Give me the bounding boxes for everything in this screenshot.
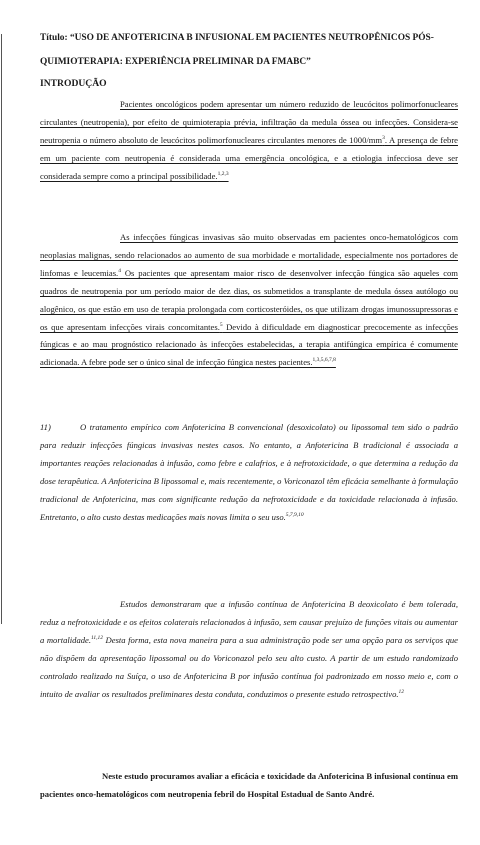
paragraph-3 — [40, 419, 458, 526]
paragraph-1-text: Pacientes oncológicos podem apresentar um número reduzido de leucócitos polimorfonucleares circulantes (neutropenia), por efeito de quimioterapia prévia, infiltração da medula óssea ou infecções. Considera-se neutropenia o número absoluto de leucócitos polimorfonucleares circulantes menores de 1000/mm — [40, 99, 458, 145]
paragraph-2 — [40, 229, 458, 372]
paragraph-4-text-2: Desta forma, esta nova maneira para a sua administração pode ser uma opção para os serviços que não dispõem da apresentação lipossomal ou do Voriconazol pelo seu alto custo. A partir de um estudo randomizado controlado realizado na Suíça, o uso de Anfotericina B por infusão contínua foi padronizado em nosso meio e, com o intuito de avaliar os resultados preliminares desta conduta, conduzimos o presente estudo retrospectivo. — [40, 634, 459, 699]
paragraph-2-text-3: Devido à dificuldade em diagnosticar precocemente as infecções fúngicas e ao mau prognóstico relacionado às infecções estabelecidas, a terapia antifúngica empírica é comumente adicionada. A febre pode ser o único sinal de infecção fúngica nestes pacientes. — [40, 321, 458, 368]
citation: 3 — [382, 134, 385, 141]
paragraph-2-text-2: Os pacientes que apresentam maior risco de desenvolver infecção fúngica são aqueles com quadros de neutropenia por um período maior de dez dias, os submetidos a transplante de medula óssea autólogo ou alogênico, os que estão em uso de terapia prolongada com corticosteróides, os que utilizam drogas imunossupressoras e os que apresentam infecções virais concomitantes. — [40, 267, 458, 332]
citation: 1,2,3 — [217, 170, 229, 177]
section-heading: INTRODUÇÃO — [40, 78, 107, 89]
margin-rule — [1, 34, 2, 624]
citation: 11,12 — [91, 634, 103, 641]
citation: 1,3,5,6,7,8 — [312, 357, 336, 364]
paragraph-5-text: Neste estudo procuramos avaliar a eficácia e toxicidade da Anfotericina B infusional contínua em pacientes onco-hematológicos com neutropenia febril do Hospital Estadual de Santo André. — [40, 771, 458, 799]
paragraph-2-text: As infecções fúngicas invasivas são muito observadas em pacientes onco-hematológicos com neoplasias malignas, sendo relacionados ao aumento de sua morbidade e mortalidade, especialmente nos portadores de linfomas e leucemias. — [40, 232, 458, 278]
citation: 4 — [118, 267, 121, 274]
document-title: Título: “USO DE ANFOTERICINA B INFUSIONAL EM PACIENTES NEUTROPÊNICOS PÓS- QUIMIOTERAPIA: EXPERIÊNCIA PRELIMINAR DA FMABC” — [40, 33, 434, 67]
paragraph-3-text: O tratamento empírico com Anfotericina B convencional (desoxicolato) ou lipossomal tem sido o padrão para reduzir infecções fúngicas invasivas nestes casos. No entanto, a Anfotericina B tradicional é associada a importantes reações relacionadas à infusão, como febre e calafrios, e à nefrotoxicidade, o que determina a redução da dose terapêutica. A Anfotericina B lipossomal e, mais recentemente, o Voriconazol têm eficácia semelhante à formulação tradicional de Anfotericina, mas com significante redução da nefrotoxicidade e da toxicidade relacionada à infusão. Entretanto, o alto custo destas medicações mais novas limita o seu uso. — [40, 422, 458, 522]
item-number: 11) — [40, 422, 51, 432]
paragraph-5 — [40, 768, 458, 804]
citation: 5,7,9,10 — [285, 511, 304, 518]
paragraph-1-text-2: . A presença de febre em um paciente com neutropenia é considerada uma emergência oncológica, e a etiologia infecciosa deve ser considerada sempre como a principal possibilidade. — [40, 134, 458, 181]
paragraph-4-text: Estudos demonstraram que a infusão contínua de Anfotericina B deoxicolato é bem tolerada, reduz a nefrotoxicidade e os efeitos colaterais relacionados à infusão, sem causar prejuízo de funções vitais ou aumentar a mortalidade. — [40, 599, 458, 645]
paragraph-1 — [40, 96, 458, 186]
paragraph-4 — [40, 596, 458, 703]
citation: 12 — [398, 688, 405, 695]
citation: 5 — [219, 321, 223, 328]
